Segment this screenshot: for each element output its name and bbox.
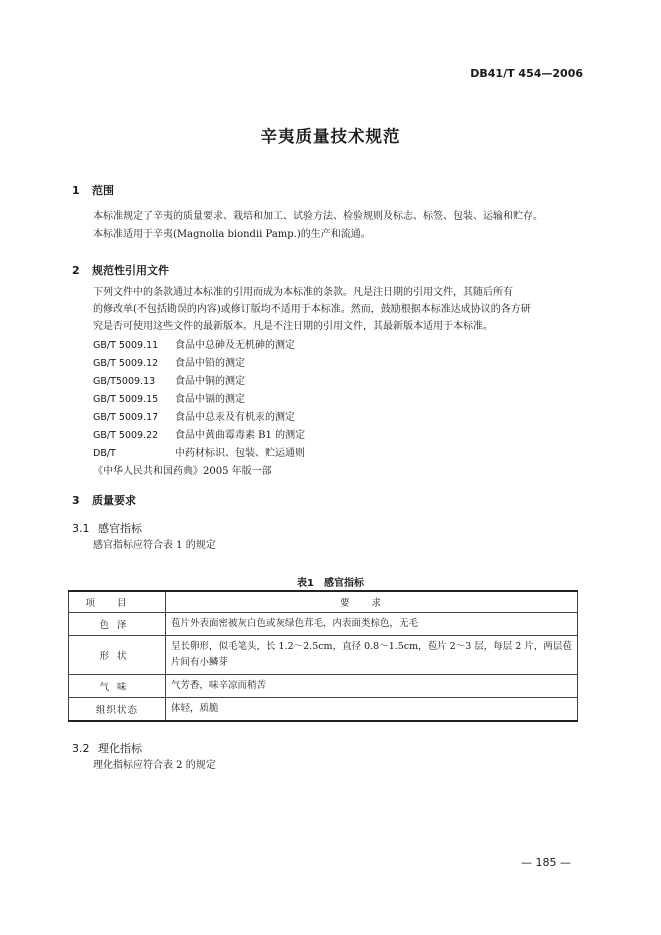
section-number: 3 bbox=[72, 494, 80, 507]
table-row bbox=[69, 675, 578, 698]
row-item: 形状 bbox=[69, 636, 166, 675]
reference-code: GB/T 5009.12 bbox=[93, 358, 159, 369]
section-number: 2 bbox=[72, 264, 80, 277]
pharmacopoeia-reference: 《中华人民共和国药典》2005 年版一部 bbox=[93, 466, 272, 477]
subsection-number: 3.1 bbox=[72, 522, 90, 535]
reference-item bbox=[93, 445, 305, 463]
section-1-heading bbox=[72, 182, 114, 198]
reference-item bbox=[93, 409, 305, 427]
table-1-caption: 表1 感官指标 bbox=[297, 578, 364, 589]
subsection-number: 3.2 bbox=[72, 742, 90, 755]
section-1-paragraph: 本标准规定了辛夷的质量要求、栽培和加工、试验方法、检验规则及标志、标签、包装、运输和贮存。 bbox=[93, 211, 543, 222]
reference-item bbox=[93, 355, 305, 373]
reference-name: 中药材标识、包装、贮运通则 bbox=[175, 448, 305, 459]
column-header-item: 项目 bbox=[69, 591, 166, 613]
row-item: 组织状态 bbox=[69, 698, 166, 722]
section-1-paragraph: 本标准适用于辛夷(Magnolia biondii Pamp.)的生产和流通。 bbox=[93, 229, 371, 240]
reference-item bbox=[93, 463, 305, 481]
section-3-heading bbox=[72, 492, 136, 508]
reference-code: DB/T bbox=[93, 448, 116, 459]
reference-code: GB/T 5009.11 bbox=[93, 340, 159, 351]
row-item: 气味 bbox=[69, 675, 166, 698]
section-title: 范围 bbox=[92, 184, 114, 197]
reference-code: GB/T 5009.17 bbox=[93, 412, 159, 423]
column-header-requirement: 要求 bbox=[166, 591, 578, 613]
reference-code: GB/T5009.13 bbox=[93, 376, 156, 387]
row-requirement: 苞片外表面密被灰白色或灰绿色茸毛，内表面类棕色，无毛 bbox=[166, 613, 578, 636]
page-number: — 185 — bbox=[521, 856, 571, 869]
subsection-title: 感官指标 bbox=[98, 522, 142, 535]
section-title: 规范性引用文件 bbox=[92, 264, 169, 277]
row-requirement: 气芳香，味辛凉而稍苦 bbox=[166, 675, 578, 698]
reference-item bbox=[93, 427, 305, 445]
reference-name: 食品中镉的测定 bbox=[175, 394, 245, 405]
reference-item bbox=[93, 391, 305, 409]
subsection-3-2-text: 理化指标应符合表 2 的规定 bbox=[93, 760, 216, 771]
row-item: 色泽 bbox=[69, 613, 166, 636]
document-title: 辛夷质量技术规范 bbox=[260, 127, 401, 146]
table-header-row bbox=[69, 591, 578, 613]
subsection-3-1-heading bbox=[72, 520, 142, 536]
section-2-paragraph-line: 究是否可使用这些文件的最新版本。凡是不注日期的引用文件，其最新版本适用于本标准。 bbox=[93, 321, 493, 332]
reference-name: 食品中铜的测定 bbox=[175, 376, 245, 387]
subsection-3-2-heading bbox=[72, 740, 142, 756]
subsection-title: 理化指标 bbox=[98, 742, 142, 755]
reference-item bbox=[93, 373, 305, 391]
subsection-3-1-text: 感官指标应符合表 1 的规定 bbox=[93, 540, 216, 551]
reference-code: GB/T 5009.22 bbox=[93, 430, 159, 441]
section-2-heading bbox=[72, 262, 169, 278]
section-2-paragraph-line: 的修改单(不包括勘误的内容)或修订版均不适用于本标准。然而，鼓励根据本标准达成协议的各方研 bbox=[93, 304, 531, 315]
reference-name: 食品中总砷及无机砷的测定 bbox=[175, 340, 295, 351]
row-requirement: 呈长卵形，似毛笔头，长 1.2～2.5cm，直径 0.8～1.5cm，苞片 2～3 层，每层 2 片，两层苞片间有小鳞芽 bbox=[166, 636, 578, 675]
reference-code: GB/T 5009.15 bbox=[93, 394, 159, 405]
sensory-indicator-table bbox=[68, 590, 578, 722]
reference-item bbox=[93, 337, 305, 355]
table-row bbox=[69, 636, 578, 675]
row-requirement: 体轻，质脆 bbox=[166, 698, 578, 722]
section-number: 1 bbox=[72, 184, 80, 197]
reference-name: 食品中黄曲霉毒素 B1 的测定 bbox=[175, 430, 306, 441]
reference-name: 食品中铅的测定 bbox=[175, 358, 245, 369]
section-title: 质量要求 bbox=[92, 494, 136, 507]
reference-list bbox=[93, 337, 305, 481]
table-row bbox=[69, 698, 578, 722]
section-2-paragraph-line: 下列文件中的条款通过本标准的引用而成为本标准的条款。凡是注日期的引用文件，其随后所有 bbox=[93, 287, 513, 298]
table-row bbox=[69, 613, 578, 636]
reference-name: 食品中总汞及有机汞的测定 bbox=[175, 412, 295, 423]
standard-code: DB41/T 454—2006 bbox=[470, 67, 583, 80]
